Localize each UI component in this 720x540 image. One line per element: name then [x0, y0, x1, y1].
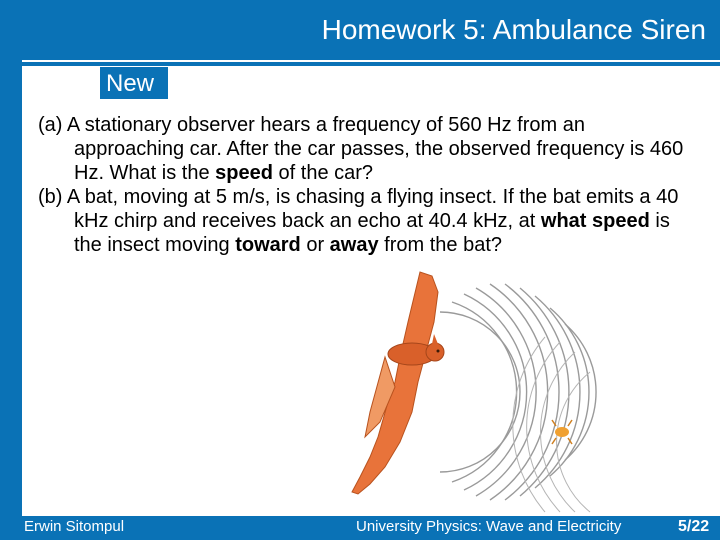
bat-head-icon: [426, 343, 444, 361]
echo-wave-arcs: [513, 337, 590, 512]
problem-a: [38, 113, 700, 185]
problem-segment: or: [300, 234, 330, 256]
problem-segment: of the car?: [272, 162, 374, 184]
bat-ear-icon: [432, 334, 438, 344]
problem-segment: is the insect moving: [74, 210, 670, 256]
problem-emphasis: toward: [235, 234, 301, 256]
footer-author: Erwin Sitompul: [24, 518, 125, 535]
title-underline: [22, 62, 720, 66]
bat-wing-icon: [352, 272, 438, 494]
problem-label: (a): [38, 114, 63, 136]
problem-b: [38, 185, 700, 257]
new-tag-label: New: [106, 70, 155, 97]
side-bar: [0, 0, 22, 540]
insect-icon: [552, 420, 572, 444]
footer-page-number: 5/22: [678, 518, 710, 535]
bat-eye-icon: [437, 350, 440, 353]
problem-segment: A bat, moving at 5 m/s, is chasing a flying insect. If the bat emits a 40 kHz chirp and receives back an echo at 40.4 kHz, at: [66, 186, 679, 232]
problem-label: (b): [38, 186, 63, 208]
problem-segment: A stationary observer hears a frequency of 560 Hz from an approaching car. After the car passes, the observed frequency is 460 Hz. What is the: [66, 114, 684, 184]
slide-title: Homework 5: Ambulance Siren: [321, 14, 706, 45]
sonar-wave-arcs: [440, 284, 596, 500]
problem-segment: from the bat?: [378, 234, 503, 256]
problem-emphasis: speed: [215, 162, 273, 184]
problem-list: [38, 113, 700, 257]
problem-emphasis: away: [329, 234, 379, 256]
problem-emphasis: what speed: [540, 210, 650, 232]
footer-course: University Physics: Wave and Electricity: [356, 518, 622, 535]
bat-sonar-illustration-icon: [340, 262, 615, 514]
new-tag: [100, 67, 168, 99]
